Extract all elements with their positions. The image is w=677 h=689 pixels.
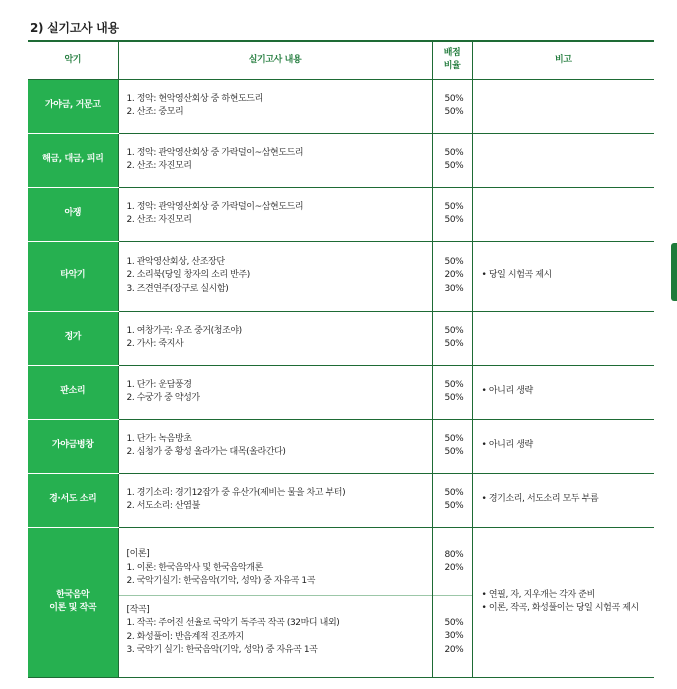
content-line: 2. 가사: 죽지사 <box>126 339 184 349</box>
table-row <box>28 133 654 187</box>
ratio-cell <box>432 473 472 527</box>
header-ratio <box>432 41 472 79</box>
ratio-value: 50% <box>444 215 464 225</box>
note-cell <box>472 79 654 133</box>
instrument-cell <box>28 527 118 677</box>
ratio-value: 50% <box>444 487 464 498</box>
content-line: 1. 관악영산회상, 산조장단 <box>126 256 225 267</box>
side-tab-marker <box>671 243 677 301</box>
ratio-cell <box>432 311 472 365</box>
ratio-cell <box>432 527 472 677</box>
table-row <box>28 365 654 419</box>
ratio-value: 50% <box>444 447 464 457</box>
theory-ratios <box>433 539 472 596</box>
note-line: • 연필, 자, 지우개는 각자 준비 <box>481 589 595 600</box>
table-row <box>28 527 654 677</box>
table-row <box>28 79 654 133</box>
theory-heading: [이론] <box>126 549 150 560</box>
table-row <box>28 473 654 527</box>
note-cell: • 당일 시험곡 제시 <box>472 241 654 311</box>
ratio-cell <box>432 187 472 241</box>
note-line: • 이론, 작곡, 화성풀이는 당일 시험곡 제시 <box>481 603 639 613</box>
header-ratio-line1: 배점 <box>443 47 461 58</box>
composition-heading: [작곡] <box>126 604 150 615</box>
header-content: 실기고사 내용 <box>118 41 432 79</box>
ratio-value: 20% <box>444 563 464 574</box>
ratio-value: 50% <box>444 161 464 171</box>
header-note: 비고 <box>472 41 654 79</box>
content-line: 1. 이론: 한국음악사 및 한국음악개론 <box>126 562 263 573</box>
ratio-value: 50% <box>444 339 464 349</box>
content-line: 2. 산조: 중모리 <box>126 107 184 117</box>
composition-ratios <box>433 596 472 666</box>
content-cell <box>118 79 432 133</box>
instrument-cell: 판소리 <box>28 365 118 419</box>
ratio-value: 30% <box>444 283 464 294</box>
content-line: 1. 단가: 녹음방초 <box>126 433 192 444</box>
note-cell <box>472 133 654 187</box>
ratio-value: 50% <box>444 93 464 104</box>
content-cell <box>118 473 432 527</box>
ratio-cell <box>432 365 472 419</box>
content-line: 2. 서도소리: 산염불 <box>126 501 200 511</box>
content-line: 1. 경기소리: 경기12잡가 중 유산가(제비는 물을 차고 부터) <box>126 487 346 498</box>
exam-content-table <box>28 40 654 678</box>
content-line: 2. 국악기실기: 한국음악(기악, 성악) 중 자유곡 1곡 <box>126 576 315 587</box>
table-header-row <box>28 41 654 79</box>
table-row <box>28 241 654 311</box>
note-cell: • 경기소리, 서도소리 모두 부름 <box>472 473 654 527</box>
content-line: 1. 여창가곡: 우조 중거(청조야) <box>126 325 242 336</box>
note-cell <box>472 311 654 365</box>
ratio-value: 20% <box>444 270 464 281</box>
content-line: 2. 화성풀이: 반음계적 진조까지 <box>126 631 244 642</box>
ratio-cell <box>432 241 472 311</box>
instrument-cell: 정가 <box>28 311 118 365</box>
content-cell <box>118 419 432 473</box>
content-cell <box>118 133 432 187</box>
note-cell: • 아니리 생략 <box>472 419 654 473</box>
table-row <box>28 311 654 365</box>
ratio-value: 50% <box>444 433 464 444</box>
ratio-cell <box>432 419 472 473</box>
content-line: 1. 단가: 운담풍경 <box>126 379 192 390</box>
ratio-value: 50% <box>444 617 464 628</box>
content-line: 1. 정악: 관악영산회상 중 가락덜이~삼현도드리 <box>126 201 304 212</box>
instrument-cell: 아쟁 <box>28 187 118 241</box>
content-line: 1. 작곡: 주어진 선율로 국악기 독주곡 작곡 (32마디 내외) <box>126 618 340 629</box>
content-cell <box>118 311 432 365</box>
table-row <box>28 187 654 241</box>
content-line: 1. 정악: 현악영산회상 중 하현도드리 <box>126 93 263 104</box>
content-line: 2. 심청가 중 황성 올라가는 대목(올라간다) <box>126 447 286 457</box>
ratio-value: 80% <box>444 549 464 560</box>
ratio-value: 50% <box>444 147 464 158</box>
ratio-cell <box>432 79 472 133</box>
ratio-value: 50% <box>444 201 464 212</box>
content-cell <box>118 365 432 419</box>
ratio-value: 50% <box>444 325 464 336</box>
instrument-line: 이론 및 작곡 <box>49 603 97 613</box>
content-line: 2. 산조: 자진모리 <box>126 161 192 171</box>
ratio-value: 30% <box>444 631 464 642</box>
content-cell <box>118 527 432 677</box>
instrument-cell: 해금, 대금, 피리 <box>28 133 118 187</box>
content-line: 3. 즈견연주(장구로 실시함) <box>126 283 229 294</box>
instrument-cell: 경·서도 소리 <box>28 473 118 527</box>
header-ratio-line2: 비율 <box>443 61 461 72</box>
content-line: 2. 소리북(당일 창자의 소리 반주) <box>126 270 250 281</box>
note-cell <box>472 187 654 241</box>
content-line: 1. 정악: 관악영산회상 중 가락덜이~삼현도드리 <box>126 147 304 158</box>
instrument-cell: 타악기 <box>28 241 118 311</box>
content-line: 2. 산조: 자진모리 <box>126 215 192 225</box>
ratio-value: 50% <box>444 393 464 403</box>
ratio-value: 50% <box>444 379 464 390</box>
content-cell <box>118 187 432 241</box>
ratio-value: 50% <box>444 107 464 117</box>
ratio-value: 50% <box>444 256 464 267</box>
ratio-value: 20% <box>444 644 464 655</box>
note-cell: • 아니리 생략 <box>472 365 654 419</box>
section-title: 2) 실기고사 내용 <box>30 21 119 35</box>
content-line: 3. 국악기 실기: 한국음악(기악, 성악) 중 자유곡 1곡 <box>126 645 318 656</box>
header-instrument: 악기 <box>28 41 118 79</box>
ratio-value: 50% <box>444 501 464 511</box>
instrument-line: 한국음악 <box>56 589 90 600</box>
composition-block <box>119 596 432 666</box>
content-cell <box>118 241 432 311</box>
ratio-cell <box>432 133 472 187</box>
note-cell <box>472 527 654 677</box>
table-row <box>28 419 654 473</box>
content-line: 2. 수궁가 중 약성가 <box>126 393 200 403</box>
instrument-cell: 가야금병창 <box>28 419 118 473</box>
theory-block <box>119 538 432 596</box>
instrument-cell: 가야금, 거문고 <box>28 79 118 133</box>
